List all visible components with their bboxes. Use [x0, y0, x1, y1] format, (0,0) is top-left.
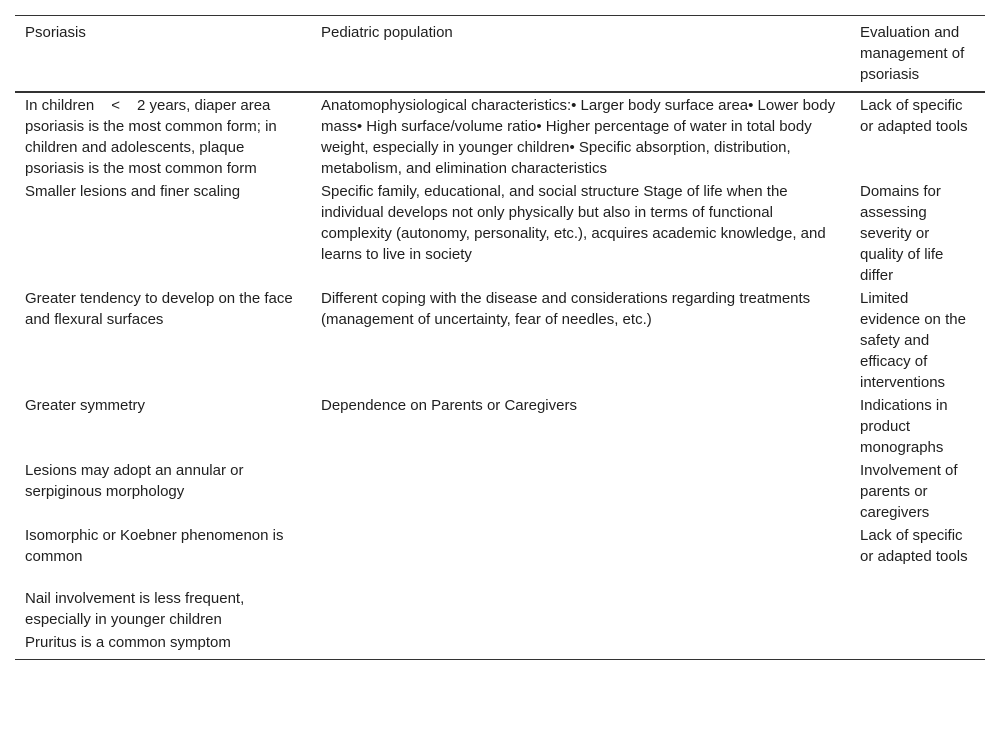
cell-pediatric: [311, 588, 850, 632]
cell-evaluation: Limited evidence on the safety and efficacy of interventions: [860, 290, 966, 391]
cell-psoriasis-text-end: 2 years, diaper area psoriasis is the most common form; in children and adolescents, plaque psoriasis is the most common form: [25, 97, 277, 177]
table-row: [15, 92, 985, 181]
cell-pediatric: Anatomophysiological characteristics:• Larger body surface area• Lower body mass• High surface/volume ratio• Higher percentage of water in total body weight, especially in younger children• Specific absorption, distribution, metabolism, and elimination characteristics: [321, 97, 836, 177]
less-than-symbol: <: [111, 97, 120, 114]
cell-psoriasis-text-start: In children: [25, 97, 95, 114]
cell-pediatric: Specific family, educational, and social structure Stage of life when the individual develops not only physically but also in terms of functional complexity (autonomy, personality, etc.), acquires academic knowledge, and learns to live in society: [321, 183, 826, 263]
table-row: [15, 632, 985, 655]
table-row: [15, 460, 985, 525]
table-row: [15, 588, 985, 632]
cell-evaluation: Domains for assessing severity or quality of life differ: [860, 183, 944, 284]
table-row: [15, 525, 985, 588]
table-bottom-rule: [15, 659, 985, 660]
cell-pediatric: [311, 460, 850, 525]
cell-evaluation: Indications in product monographs: [860, 397, 948, 456]
cell-evaluation: Lack of specific or adapted tools: [860, 97, 968, 135]
table-body: [15, 92, 985, 655]
cell-psoriasis: Pruritus is a common symptom: [25, 634, 231, 651]
table-row: [15, 288, 985, 395]
cell-psoriasis: Nail involvement is less frequent, especially in younger children: [25, 590, 245, 628]
cell-psoriasis: Greater tendency to develop on the face and flexural surfaces: [25, 290, 293, 328]
cell-evaluation: Involvement of parents or caregivers: [860, 462, 958, 521]
table-header: [15, 16, 985, 93]
header-psoriasis: Psoriasis: [25, 24, 86, 41]
psoriasis-comparison-table: [15, 15, 985, 660]
header-evaluation-management: Evaluation and management of psoriasis: [860, 24, 965, 83]
cell-psoriasis: [15, 92, 311, 181]
cell-evaluation: Lack of specific or adapted tools: [860, 527, 968, 565]
cell-psoriasis: Smaller lesions and finer scaling: [25, 183, 241, 200]
cell-pediatric: Dependence on Parents or Caregivers: [321, 397, 577, 414]
cell-evaluation: [850, 588, 985, 632]
header-pediatric-population: Pediatric population: [321, 24, 453, 41]
table-row: [15, 181, 985, 288]
header-row: [15, 16, 985, 93]
cell-evaluation: [850, 632, 985, 655]
cell-psoriasis: Isomorphic or Koebner phenomenon is common: [25, 527, 284, 565]
cell-pediatric: [311, 525, 850, 588]
cell-pediatric: Different coping with the disease and considerations regarding treatments (management of uncertainty, fear of needles, etc.): [321, 290, 811, 328]
table-row: [15, 395, 985, 460]
data-table: [15, 15, 985, 655]
cell-psoriasis: Greater symmetry: [25, 397, 146, 414]
cell-psoriasis: Lesions may adopt an annular or serpiginous morphology: [25, 462, 244, 500]
cell-pediatric: [311, 632, 850, 655]
